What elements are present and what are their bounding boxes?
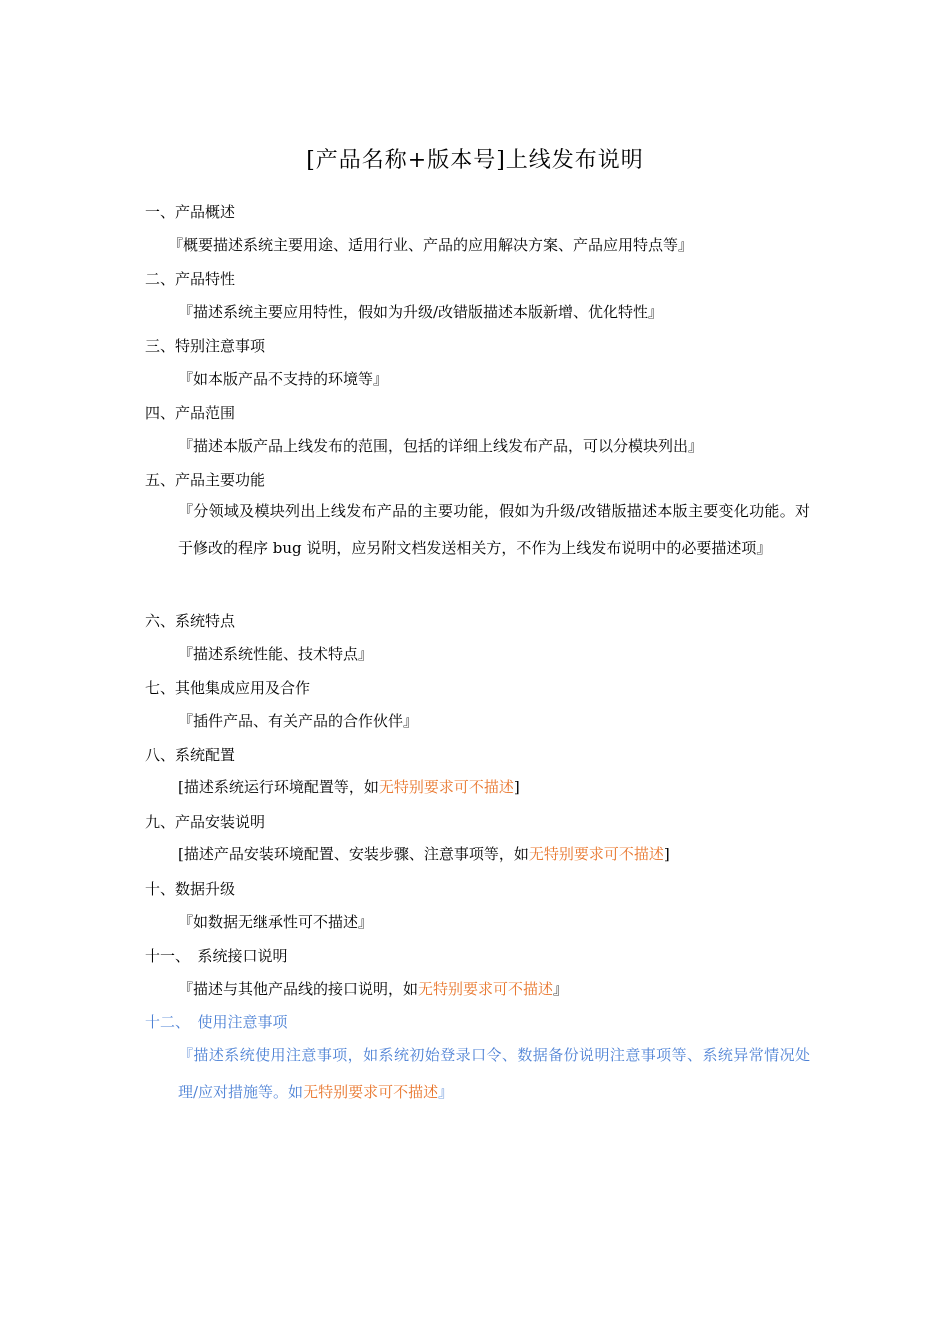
section-body-12-prefix: 『描述系统使用注意事项，如系统初始登录口令、数据备份说明注意事项等、系统异常情况处理/应对措施等。如	[178, 1046, 810, 1101]
section-heading-8: 八、系统配置	[145, 746, 236, 764]
section-body-6: 『描述系统性能、技术特点』	[178, 645, 374, 663]
section-heading-12: 十二、 使用注意事项	[145, 1013, 288, 1031]
section-body-12	[178, 1037, 810, 1111]
section-body-11-suffix: 』	[553, 980, 569, 998]
section-heading-4: 四、产品范围	[145, 404, 236, 422]
section-body-8-suffix: ]	[513, 778, 520, 796]
section-heading-6: 六、系统特点	[145, 612, 236, 630]
section-body-11-prefix: 『描述与其他产品线的接口说明，如	[178, 980, 419, 998]
section-heading-7: 七、其他集成应用及合作	[145, 679, 311, 697]
section-body-12-highlight: 无特别要求可不描述	[303, 1083, 439, 1101]
section-heading-2: 二、产品特性	[145, 270, 236, 288]
section-body-11	[178, 978, 568, 1000]
section-body-10: 『如数据无继承性可不描述』	[178, 913, 374, 931]
section-body-8-highlight: 无特别要求可不描述	[378, 778, 514, 796]
section-body-9-prefix: [描述产品安装环境配置、安装步骤、注意事项等，如	[178, 845, 529, 863]
section-body-2: 『描述系统主要应用特性，假如为升级/改错版描述本版新增、优化特性』	[178, 303, 664, 321]
section-body-3: 『如本版产品不支持的环境等』	[178, 370, 389, 388]
section-heading-3: 三、特别注意事项	[145, 337, 266, 355]
section-body-8	[178, 776, 520, 798]
section-heading-5: 五、产品主要功能	[145, 471, 266, 489]
section-body-5: 『分领域及模块列出上线发布产品的主要功能，假如为升级/改错版描述本版主要变化功能。对于修改的程序 bug 说明，应另附文档发送相关方，不作为上线发布说明中的必要描述项』	[178, 502, 810, 557]
section-body-9-highlight: 无特别要求可不描述	[528, 845, 664, 863]
section-heading-1: 一、产品概述	[145, 203, 236, 221]
section-body-9	[178, 843, 670, 865]
document-title: [产品名称+版本号]上线发布说明	[306, 148, 644, 173]
section-body-7: 『插件产品、有关产品的合作伙伴』	[178, 712, 419, 730]
section-body-9-suffix: ]	[663, 845, 670, 863]
section-body-4: 『描述本版产品上线发布的范围，包括的详细上线发布产品，可以分模块列出』	[178, 437, 704, 455]
section-heading-9: 九、产品安装说明	[145, 813, 266, 831]
section-heading-11: 十一、 系统接口说明	[145, 947, 288, 965]
section-body-8-prefix: [描述系统运行环境配置等，如	[178, 778, 379, 796]
section-heading-10: 十、数据升级	[145, 880, 236, 898]
section-body-12-suffix: 』	[438, 1083, 454, 1101]
section-body-11-highlight: 无特别要求可不描述	[418, 980, 554, 998]
section-body-1: 『概要描述系统主要用途、适用行业、产品的应用解决方案、产品应用特点等』	[168, 236, 694, 254]
